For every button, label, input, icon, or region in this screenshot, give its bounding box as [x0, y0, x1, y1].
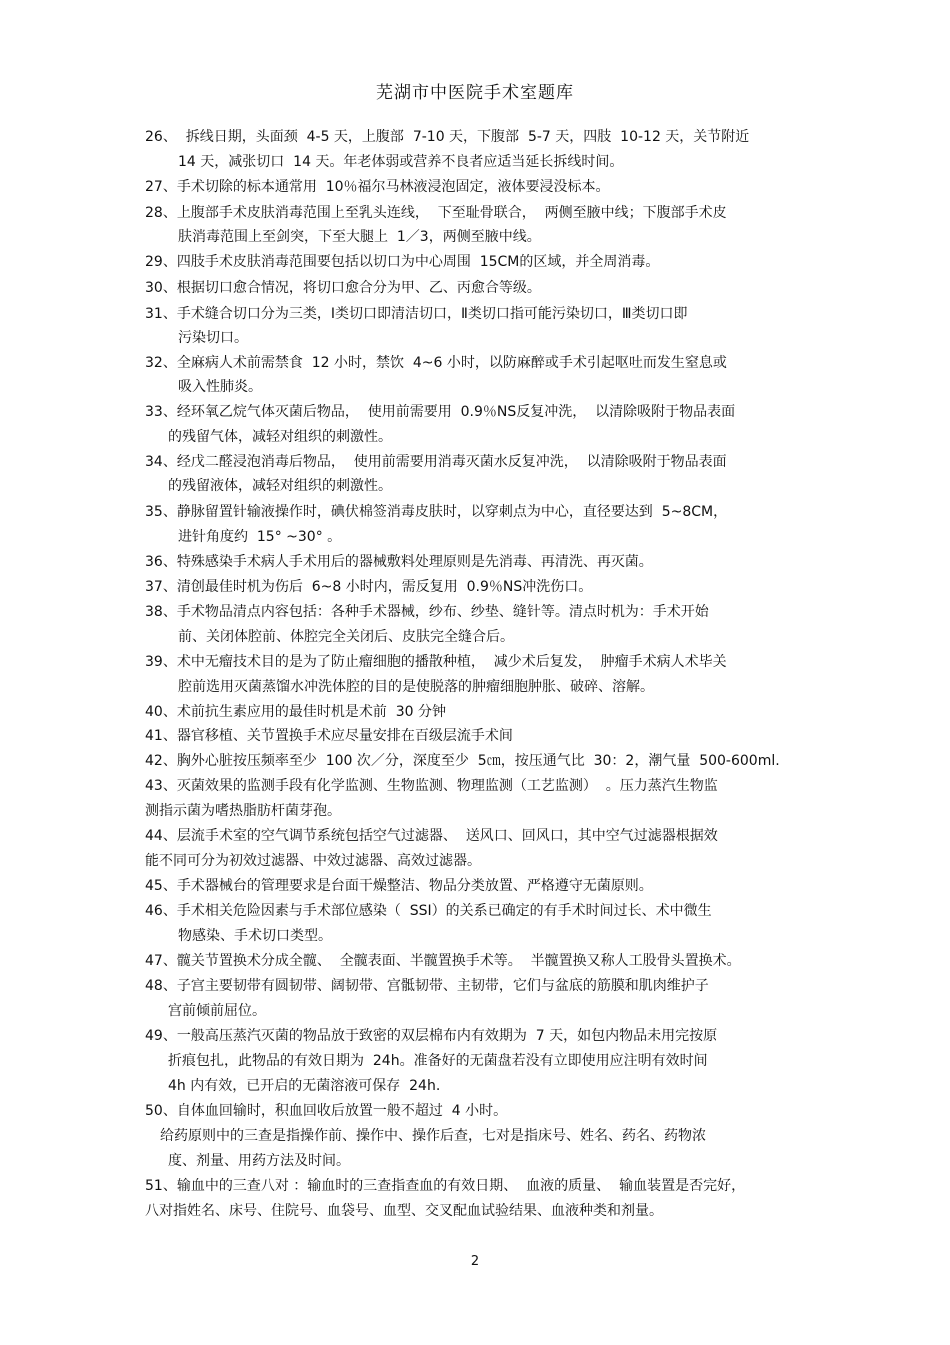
- question-line: 40、术前抗生素应用的最佳时机是术前 30 分钟: [145, 704, 446, 720]
- question-line: 31、手术缝合切口分为三类，Ⅰ类切口即清洁切口，Ⅱ类切口指可能污染切口，Ⅲ类切口即: [145, 306, 688, 322]
- question-line: 29、四肢手术皮肤消毒范围要包括以切口为中心周围 15CM的区域，并全周消毒。: [145, 254, 660, 270]
- question-line: 吸入性肺炎。: [178, 379, 262, 395]
- question-line: 42、胸外心脏按压频率至少 100 次／分，深度至少 5㎝，按压通气比 30：2，潮气量 500-600ml.: [145, 753, 780, 769]
- page-title: 芜湖市中医院手术室题库: [376, 83, 574, 103]
- question-line: 43、灭菌效果的监测手段有化学监测、生物监测、物理监测（工艺监测） 。压力蒸汽生物监: [145, 778, 718, 794]
- question-line: 八对指姓名、床号、住院号、血袋号、血型、交叉配血试验结果、血液种类和剂量。: [145, 1203, 663, 1219]
- question-line: 35、静脉留置针输液操作时，碘伏棉签消毒皮肤时，以穿刺点为中心，直径要达到 5~8CM，: [145, 504, 728, 520]
- question-line: 44、层流手术室的空气调节系统包括空气过滤器、 送风口、回风口，其中空气过滤器根据效: [145, 828, 718, 844]
- question-line: 度、剂量、用药方法及时间。: [168, 1153, 350, 1169]
- question-line: 腔前选用灭菌蒸馏水冲洗体腔的目的是使脱落的肿瘤细胞肿胀、破碎、溶解。: [178, 679, 654, 695]
- question-line: 34、经戊二醛浸泡消毒后物品， 使用前需要用消毒灭菌水反复冲洗， 以清除吸附于物品表面: [145, 454, 727, 470]
- question-line: 进针角度约 15° ~30° 。: [178, 529, 342, 545]
- question-line: 折痕包扎，此物品的有效日期为 24h。准备好的无菌盘若没有立即使用应注明有效时间: [168, 1053, 708, 1069]
- question-line: 14 天，减张切口 14 天。年老体弱或营养不良者应适当延长拆线时间。: [178, 154, 624, 170]
- question-line: 30、根据切口愈合情况，将切口愈合分为甲、乙、丙愈合等级。: [145, 280, 541, 296]
- question-line: 肤消毒范围上至剑突，下至大腿上 1／3，两侧至腋中线。: [178, 229, 541, 245]
- question-line: 51、输血中的三查八对 ：输血时的三查指查血的有效日期、 血液的质量、 输血装置是否完好，: [145, 1178, 746, 1194]
- question-line: 45、手术器械台的管理要求是台面干燥整洁、物品分类放置、严格遵守无菌原则。: [145, 878, 653, 894]
- question-line: 38、手术物品清点内容包括：各种手术器械，纱布、纱垫、缝针等。清点时机为：手术开始: [145, 604, 709, 620]
- question-line: 27、手术切除的标本通常用 10％福尔马林液浸泡固定，液体要浸没标本。: [145, 179, 610, 195]
- question-line: 4h 内有效，已开启的无菌溶液可保存 24h.: [168, 1078, 441, 1094]
- question-line: 33、经环氧乙烷气体灭菌后物品， 使用前需要用 0.9％NS反复冲洗， 以清除吸附于物品表面: [145, 404, 736, 420]
- question-line: 49、一般高压蒸汽灭菌的物品放于致密的双层棉布内有效期为 7 天，如包内物品未用完按原: [145, 1028, 718, 1044]
- question-line: 32、全麻病人术前需禁食 12 小时，禁饮 4~6 小时，以防麻醉或手术引起呕吐而发生窒息或: [145, 355, 727, 371]
- question-line: 物感染、手术切口类型。: [178, 928, 332, 944]
- question-line: 前、关闭体腔前、体腔完全关闭后、皮肤完全缝合后。: [178, 629, 514, 645]
- question-line: 28、上腹部手术皮肤消毒范围上至乳头连线， 下至耻骨联合， 两侧至腋中线；下腹部手术皮: [145, 205, 727, 221]
- question-line: 26、 拆线日期，头面颈 4-5 天，上腹部 7-10 天，下腹部 5-7 天，四肢 10-12 天，关节附近: [145, 129, 750, 145]
- question-line: 48、子宫主要韧带有圆韧带、阔韧带、宫骶韧带、主韧带，它们与盆底的筋膜和肌肉维护子: [145, 978, 709, 994]
- question-line: 宫前倾前屈位。: [168, 1003, 266, 1019]
- question-line: 37、清创最佳时机为伤后 6~8 小时内，需反复用 0.9％NS冲洗伤口。: [145, 579, 593, 595]
- question-line: 测指示菌为嗜热脂肪杆菌芽孢。: [145, 803, 341, 819]
- question-line: 36、特殊感染手术病人手术用后的器械敷料处理原则是先消毒、再清洗、再灭菌。: [145, 554, 653, 570]
- question-line: 能不同可分为初效过滤器、中效过滤器、高效过滤器。: [145, 853, 481, 869]
- question-line: 41、器官移植、关节置换手术应尽量安排在百级层流手术间: [145, 728, 513, 744]
- question-line: 39、术中无瘤技术目的是为了防止瘤细胞的播散种植， 减少术后复发， 肿瘤手术病人术毕关: [145, 654, 727, 670]
- question-line: 46、手术相关危险因素与手术部位感染（ SSI）的关系已确定的有手术时间过长、术中微生: [145, 903, 712, 919]
- question-line: 的残留气体，减轻对组织的刺激性。: [168, 429, 392, 445]
- question-line: 的残留液体，减轻对组织的刺激性。: [168, 478, 392, 494]
- question-line: 47、髋关节置换术分成全髋、 全髋表面、半髋置换手术等。 半髋置换又称人工股骨头置换术。: [145, 953, 741, 969]
- question-line: 50、自体血回输时，积血回收后放置一般不超过 4 小时。: [145, 1103, 508, 1119]
- question-line: 给药原则中的三查是指操作前、操作中、操作后查，七对是指床号、姓名、药名、药物浓: [160, 1128, 706, 1144]
- page-number: 2: [470, 1254, 480, 1269]
- question-line: 污染切口。: [178, 330, 248, 346]
